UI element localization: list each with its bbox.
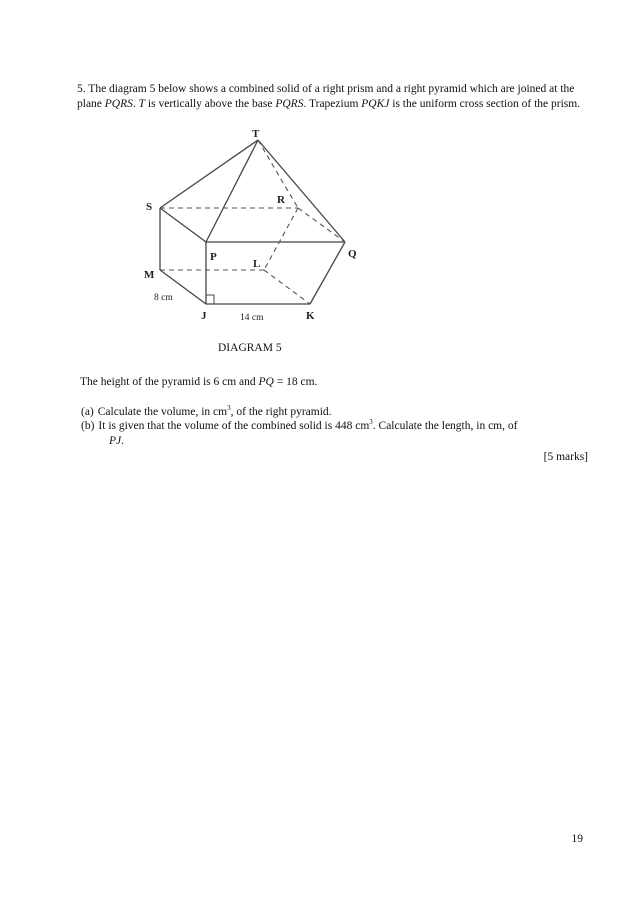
edge-ts xyxy=(160,140,258,208)
label-q: Q xyxy=(348,248,357,260)
part-b: (b) It is given that the volume of the combined solid is 448 $cm^3$. Calculate the length, in cm, of PJ. xyxy=(81,418,518,447)
edge-tp xyxy=(206,140,258,242)
marks-allocation: [5 marks] xyxy=(543,451,588,463)
plane-name: PQRS xyxy=(104,98,133,110)
edge-sp xyxy=(160,208,206,242)
label-p: P xyxy=(210,251,217,263)
edge-lk-hidden xyxy=(264,270,310,304)
edge-kq xyxy=(310,242,345,304)
edge-rq-hidden xyxy=(298,208,345,242)
edge-tq xyxy=(258,140,345,242)
label-m: M xyxy=(144,269,155,281)
trapezium-name: PQKJ xyxy=(361,98,390,110)
label-k: K xyxy=(306,310,315,322)
given-info: The height of the pyramid is 6 cm and PQ = 18 cm. xyxy=(80,376,318,388)
label-j: J xyxy=(201,310,207,322)
label-r: R xyxy=(277,194,285,206)
label-t: T xyxy=(252,130,260,140)
question-intro: 5. The diagram 5 below shows a combined solid of a right prism and a right pyramid which are joined at the plane PQRS. T is vertically above the base PQRS. Trapezium PQKJ is the uniform cross section of the prism. xyxy=(77,83,581,110)
diagram-caption: DIAGRAM 5 xyxy=(218,342,282,354)
label-l: L xyxy=(253,258,261,270)
edge-rl-hidden xyxy=(264,208,298,270)
part-a: (a) Calculate the volume, in $cm^3$, of the right pyramid. xyxy=(81,404,332,418)
right-angle-mark xyxy=(206,295,214,304)
length-jk: 14 cm xyxy=(240,313,264,323)
prism-pyramid-diagram xyxy=(140,130,370,325)
length-mj: 8 cm xyxy=(154,293,173,303)
label-s: S xyxy=(146,201,153,213)
page-number: 19 xyxy=(571,833,583,845)
